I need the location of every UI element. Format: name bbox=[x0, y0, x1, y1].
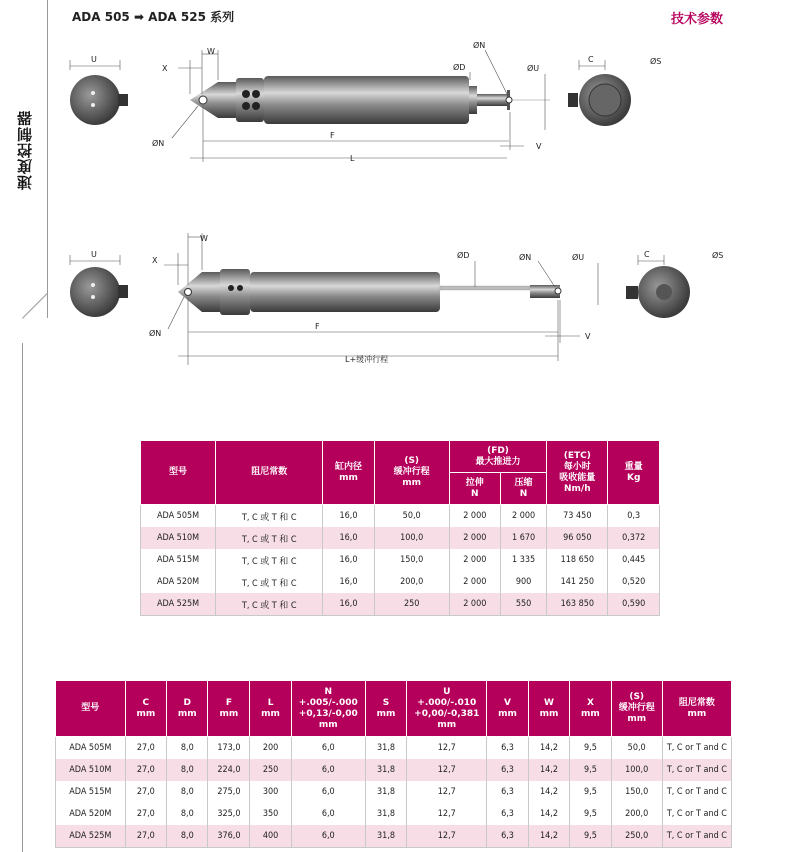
th-n: N +.005/-.000 +0,13/-0,00 mm bbox=[291, 681, 365, 737]
left-end-view bbox=[70, 55, 128, 125]
th-d: D mm bbox=[167, 681, 208, 737]
dim-u-label: U bbox=[91, 250, 97, 259]
dim-n-left-label: ØN bbox=[152, 139, 165, 148]
th-u: U +.000/-.010 +0,00/-0,381 mm bbox=[407, 681, 487, 737]
left-end-view bbox=[70, 250, 128, 317]
table-row: ADA 505M 27,0 8,0 173,0 200 6,0 31,8 12,7 6,3 14,2 9,5 50,0 T, C or T and C bbox=[56, 737, 732, 760]
th-energy: (ETC) 每小时 吸收能量 Nm/h bbox=[547, 441, 608, 505]
table-row: ADA 515M 27,0 8,0 275,0 300 6,0 31,8 12,7 6,3 14,2 9,5 150,0 T, C or T and C bbox=[56, 781, 732, 803]
technical-drawing-top bbox=[60, 30, 750, 170]
dim-c-label: C bbox=[588, 55, 594, 64]
dim-x-label: X bbox=[152, 256, 158, 265]
right-end-view bbox=[626, 250, 723, 318]
th-model: 型号 bbox=[141, 441, 216, 505]
dim-v-label: V bbox=[536, 142, 542, 151]
dim-f-label: F bbox=[330, 131, 335, 140]
dim-c-label: C bbox=[644, 250, 650, 259]
cylinder-body bbox=[190, 76, 550, 124]
th-damping: 阻尼常数 bbox=[216, 441, 323, 505]
th-v: V mm bbox=[487, 681, 528, 737]
dim-x-label: X bbox=[162, 64, 168, 73]
series-title: ADA 505 ➡ ADA 525 系列 bbox=[72, 10, 235, 24]
th-extend: 拉伸 N bbox=[449, 473, 500, 505]
th-stroke: (S) 缓冲行程 mm bbox=[611, 681, 662, 737]
table-row: ADA 525M 27,0 8,0 376,0 400 6,0 31,8 12,7 6,3 14,2 9,5 250,0 T, C or T and C bbox=[56, 825, 732, 848]
dim-d-label: ØD bbox=[453, 63, 466, 72]
th-weight: 重量 Kg bbox=[608, 441, 660, 505]
dim-n-right-label: ØN bbox=[473, 41, 486, 50]
dim-u-label: U bbox=[91, 55, 97, 64]
spec-table-force bbox=[140, 440, 660, 616]
table-row: ADA 510M T, C 或 T 和 C 16,0 100,0 2 000 1 670 96 050 0,372 bbox=[141, 527, 660, 549]
dim-w-label: W bbox=[207, 47, 215, 56]
table-row: ADA 505M T, C 或 T 和 C 16,0 50,0 2 000 2 000 73 450 0,3 bbox=[141, 505, 660, 528]
th-damping: 阻尼常数 mm bbox=[662, 681, 731, 737]
category-title: 技术参数 bbox=[671, 12, 724, 27]
table-row: ADA 520M T, C 或 T 和 C 16,0 200,0 2 000 900 141 250 0,520 bbox=[141, 571, 660, 593]
dim-s-label: ØS bbox=[650, 57, 662, 66]
dim-l-stroke-label: L+缓冲行程 bbox=[345, 355, 389, 364]
dim-u-rod-label: ØU bbox=[527, 64, 540, 73]
th-stroke: (S) 缓冲行程 mm bbox=[374, 441, 449, 505]
th-compress: 压缩 N bbox=[500, 473, 546, 505]
th-s: S mm bbox=[365, 681, 407, 737]
th-model: 型号 bbox=[56, 681, 126, 737]
cylinder-body bbox=[178, 269, 561, 315]
th-w: W mm bbox=[528, 681, 570, 737]
dim-u-rod-label: ØU bbox=[572, 253, 585, 262]
table-row: ADA 520M 27,0 8,0 325,0 350 6,0 31,8 12,7 6,3 14,2 9,5 200,0 T, C or T and C bbox=[56, 803, 732, 825]
th-force: (FD) 最大推进力 bbox=[449, 441, 547, 473]
technical-drawing-bottom bbox=[60, 225, 750, 370]
sidebar-divider-lower bbox=[22, 343, 23, 852]
th-l: L mm bbox=[250, 681, 291, 737]
th-x: X mm bbox=[570, 681, 611, 737]
sidebar-title: 速度控制器 bbox=[16, 110, 34, 190]
dim-v-label: V bbox=[585, 332, 591, 341]
th-bore: 缸内径 mm bbox=[323, 441, 374, 505]
sidebar-divider-corner bbox=[22, 293, 48, 319]
right-end-view bbox=[568, 55, 661, 126]
table-row: ADA 510M 27,0 8,0 224,0 250 6,0 31,8 12,7 6,3 14,2 9,5 100,0 T, C or T and C bbox=[56, 759, 732, 781]
table-row: ADA 525M T, C 或 T 和 C 16,0 250 2 000 550 163 850 0,590 bbox=[141, 593, 660, 616]
th-c: C mm bbox=[125, 681, 167, 737]
dim-s-label: ØS bbox=[712, 251, 724, 260]
dim-l-label: L bbox=[350, 154, 355, 163]
dim-n-left-label: ØN bbox=[149, 329, 162, 338]
dim-n-right-label: ØN bbox=[519, 253, 532, 262]
dim-w-label: W bbox=[200, 234, 208, 243]
sidebar-divider bbox=[47, 0, 48, 318]
table-row: ADA 515M T, C 或 T 和 C 16,0 150,0 2 000 1 335 118 650 0,445 bbox=[141, 549, 660, 571]
th-f: F mm bbox=[208, 681, 250, 737]
dim-f-label: F bbox=[315, 322, 320, 331]
spec-table-dimensions bbox=[55, 680, 732, 848]
dim-d-label: ØD bbox=[457, 251, 470, 260]
